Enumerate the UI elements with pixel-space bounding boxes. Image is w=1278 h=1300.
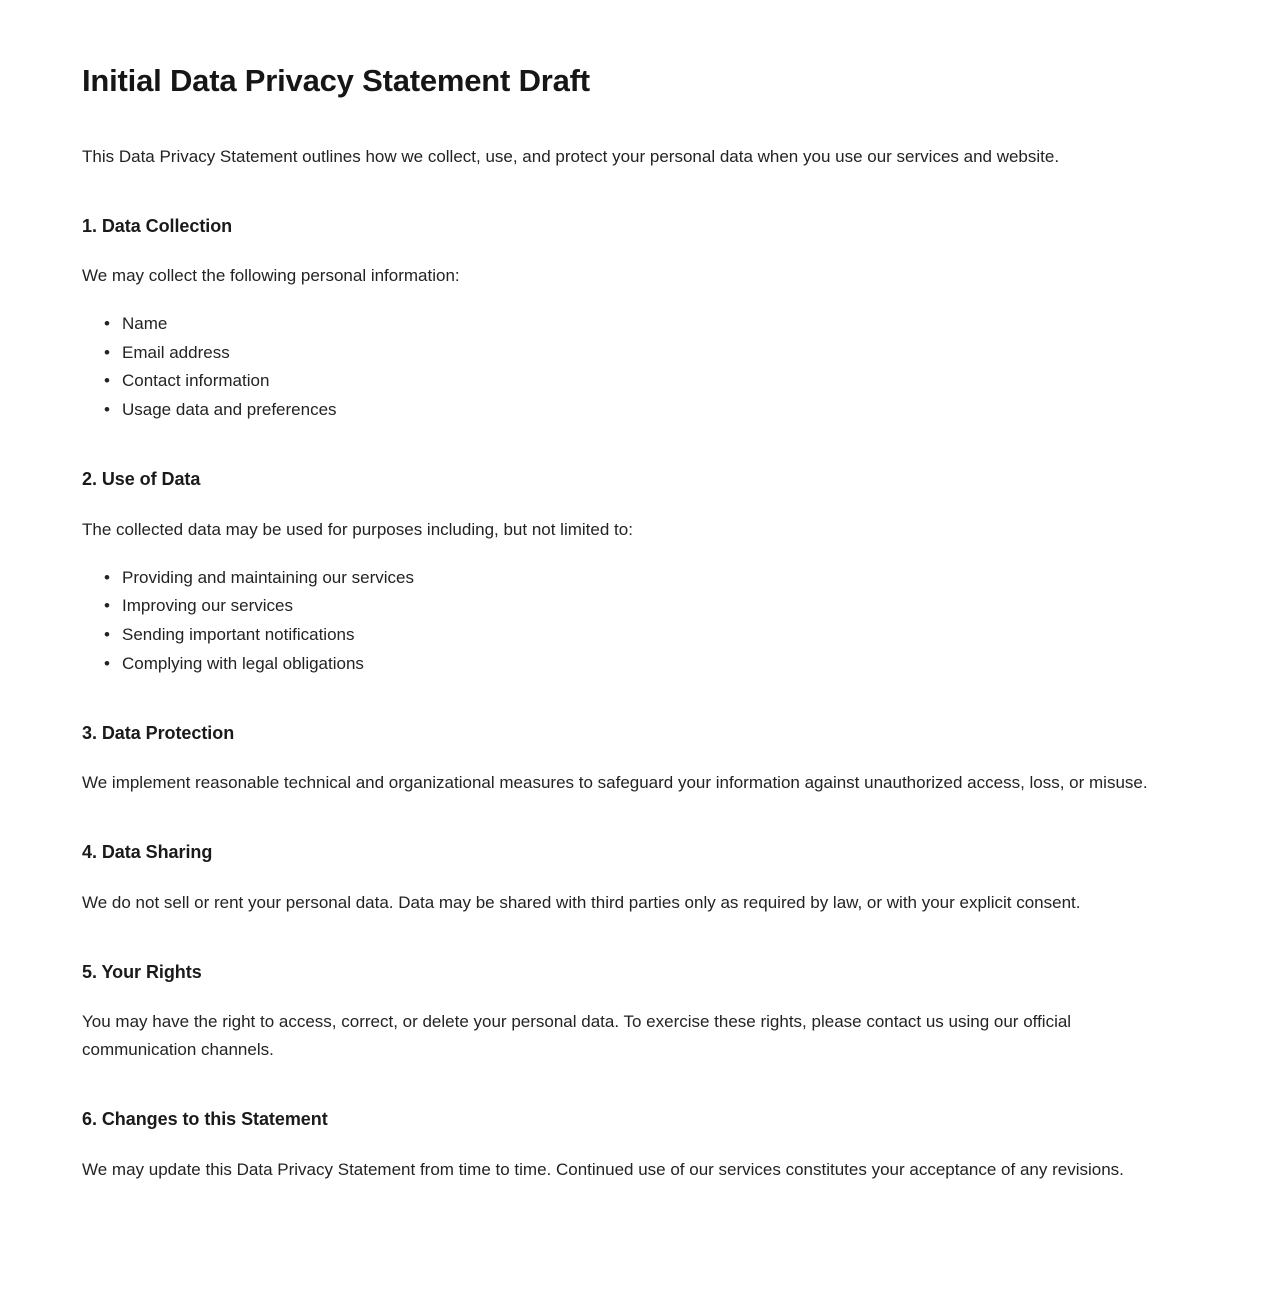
privacy-statement-document xyxy=(82,62,1150,1184)
section-lead-your-rights: You may have the right to access, correct, or delete your personal data. To exercise these rights, please contact us using our official communication channels. xyxy=(82,1012,1072,1060)
list-item: • Sending important notifications xyxy=(104,621,1150,650)
section-lead-changes-to-statement: We may update this Data Privacy Statement from time to time. Continued use of our services constitutes your acceptance of any revisions. xyxy=(82,1159,1124,1179)
section-data-protection xyxy=(82,722,1150,797)
section-lead-data-collection: We may collect the following personal information: xyxy=(82,266,460,286)
list-item: • Name xyxy=(104,310,1150,339)
section-data-sharing xyxy=(82,841,1150,916)
list-item: • Usage data and preferences xyxy=(104,396,1150,425)
bullet-list-use-of-data xyxy=(82,564,1150,678)
section-lead-data-sharing: We do not sell or rent your personal data. Data may be shared with third parties only as required by law, or with your explicit consent. xyxy=(82,892,1081,912)
section-your-rights xyxy=(82,961,1150,1064)
list-item: • Providing and maintaining our services xyxy=(104,564,1150,593)
section-lead-data-protection: We implement reasonable technical and organizational measures to safeguard your information against unauthorized access, loss, or misuse. xyxy=(82,773,1148,793)
list-item: • Contact information xyxy=(104,367,1150,396)
section-changes-to-statement xyxy=(82,1108,1150,1183)
section-heading-your-rights: 5. Your Rights xyxy=(82,961,202,982)
section-data-collection xyxy=(82,215,1150,425)
section-heading-data-protection: 3. Data Protection xyxy=(82,723,235,744)
section-use-of-data xyxy=(82,468,1150,678)
list-item: • Complying with legal obligations xyxy=(104,650,1150,679)
list-item: • Email address xyxy=(104,339,1150,368)
document-intro-paragraph: This Data Privacy Statement outlines how we collect, use, and protect your personal data when you use our services and website. xyxy=(82,146,1060,166)
section-heading-changes-to-statement: 6. Changes to this Statement xyxy=(82,1109,328,1130)
section-heading-data-sharing: 4. Data Sharing xyxy=(82,842,213,863)
section-lead-use-of-data: The collected data may be used for purposes including, but not limited to: xyxy=(82,519,633,539)
section-heading-data-collection: 1. Data Collection xyxy=(82,215,233,236)
section-heading-use-of-data: 2. Use of Data xyxy=(82,469,201,490)
bullet-list-data-collection xyxy=(82,310,1150,424)
list-item: • Improving our services xyxy=(104,592,1150,621)
page-title: Initial Data Privacy Statement Draft xyxy=(82,63,590,98)
